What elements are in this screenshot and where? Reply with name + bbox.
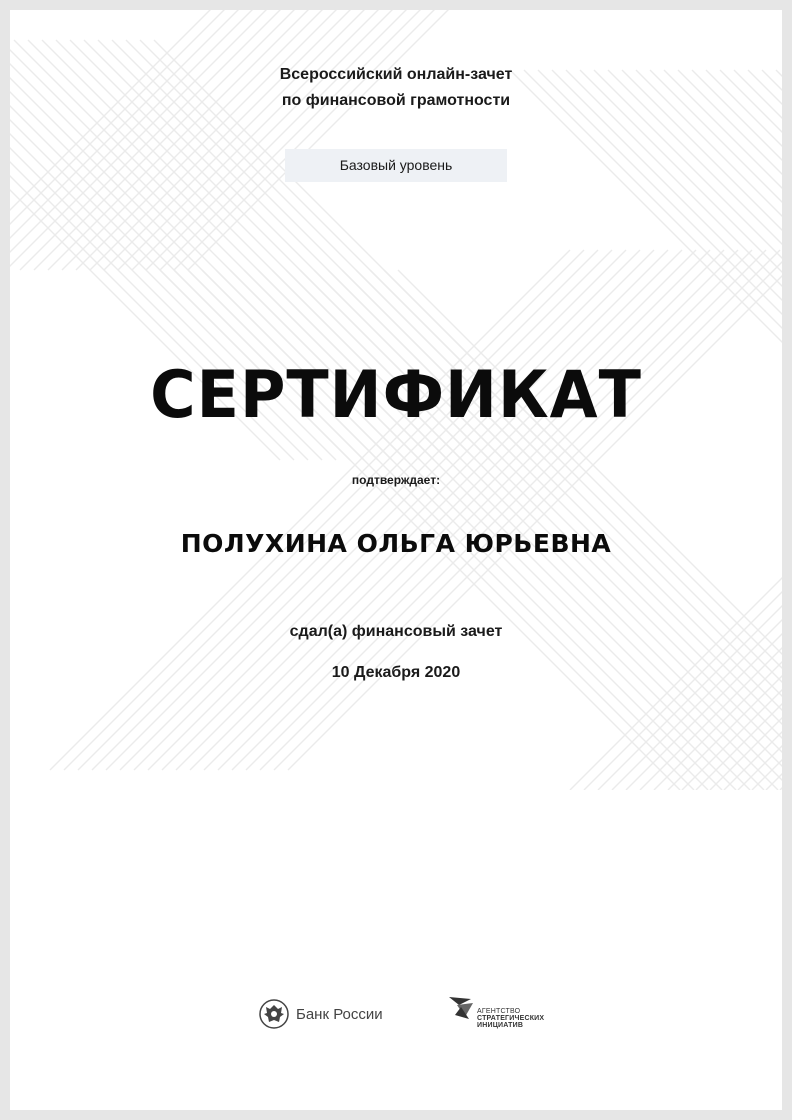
pattern-line (134, 250, 654, 770)
pattern-line (148, 250, 668, 770)
bank-of-russia-logo (259, 999, 383, 1029)
event-title-line1: Всероссийский онлайн-зачет (279, 66, 513, 83)
pattern-line (608, 70, 782, 570)
level-badge: Базовый уровень (285, 149, 507, 182)
pattern-line (162, 250, 682, 770)
pattern-line (204, 250, 724, 770)
pattern-line (10, 10, 250, 270)
asi-line3: ИНИЦИАТИВ (477, 1022, 524, 1029)
bank-russia-emblem-icon (259, 999, 289, 1029)
pattern-line (762, 70, 782, 570)
pattern-line (780, 390, 782, 790)
pattern-line (510, 70, 782, 570)
asi-logo-icon (447, 995, 475, 1021)
pattern-line (218, 250, 738, 770)
passed-text: сдал(а) финансовый зачет (289, 623, 503, 640)
pattern-line (580, 70, 782, 570)
confirms-label: подтверждает: (351, 473, 441, 487)
bank-name: Банк России (296, 1005, 383, 1023)
pattern-line (538, 70, 782, 570)
certificate-date: 10 Декабря 2020 (331, 664, 461, 681)
event-title (10, 62, 782, 114)
pattern-line (274, 250, 782, 770)
pattern-line (622, 70, 782, 570)
pattern-line (692, 70, 782, 570)
event-title-line2: по финансовой грамотности (281, 92, 511, 109)
asi-line1: АГЕНТСТВО (477, 1008, 521, 1015)
asi-line2: СТРАТЕГИЧЕСКИХ (477, 1015, 545, 1022)
pattern-line (120, 250, 640, 770)
pattern-line (720, 70, 782, 570)
recipient-name: ПОЛУХИНА ОЛЬГА ЮРЬЕВНА (180, 529, 612, 558)
pattern-line (176, 250, 696, 770)
pattern-line (552, 70, 782, 570)
pattern-line (706, 70, 782, 570)
asi-logo (447, 995, 544, 1029)
certificate-page (10, 10, 782, 1110)
certificate-title: СЕРТИФИКАТ (150, 356, 642, 433)
pattern-line (10, 10, 292, 270)
pattern-line (584, 390, 782, 790)
pattern-line (190, 250, 710, 770)
